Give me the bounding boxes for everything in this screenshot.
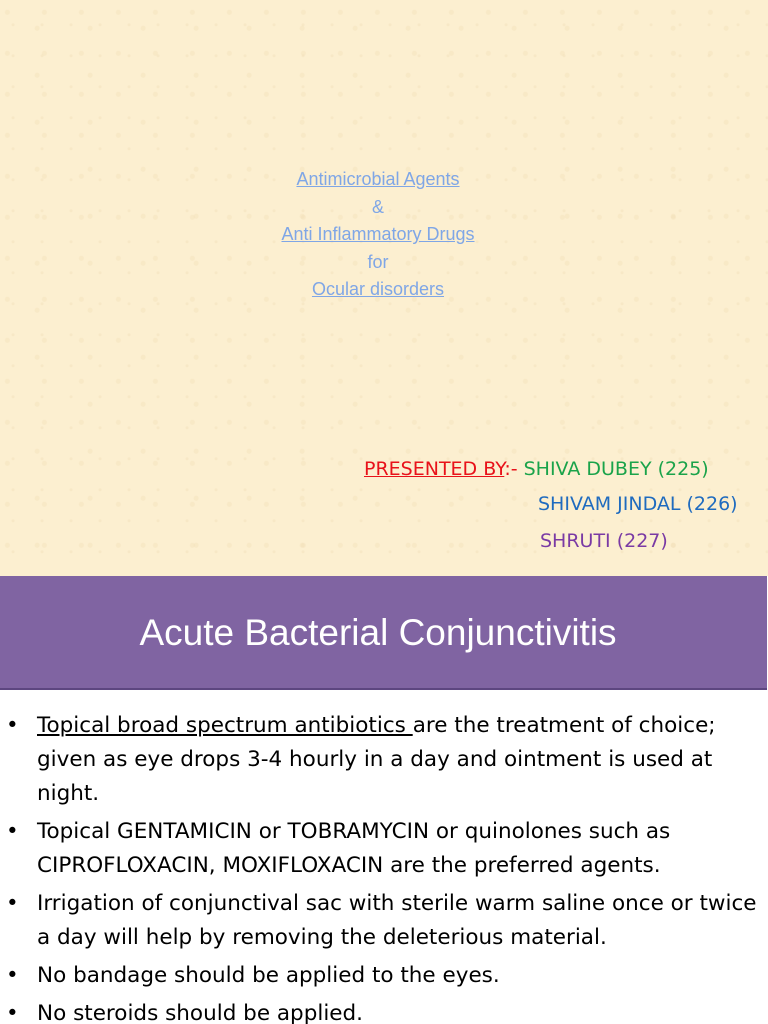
bullet-item <box>0 709 768 811</box>
presented-by-separator: :- <box>504 458 524 480</box>
bullet-icon: • <box>6 891 19 916</box>
bullet-item <box>0 815 768 883</box>
title-line-ampersand: & <box>371 196 384 217</box>
presenter-3: SHRUTI (227) <box>540 530 668 552</box>
bullet-underlined-text: Topical broad spectrum antibiotics <box>37 713 413 738</box>
title-line-for: for <box>367 251 389 272</box>
title-line-ocular: Ocular disorders <box>311 279 445 300</box>
content-slide <box>0 576 768 1024</box>
bullet-icon: • <box>6 963 19 988</box>
bullet-item <box>0 959 768 993</box>
bullet-item <box>0 997 768 1024</box>
bullet-list <box>0 709 768 1024</box>
presentation-title <box>0 166 756 304</box>
bullet-icon: • <box>6 713 19 738</box>
presented-by-line <box>364 455 709 483</box>
bullet-icon: • <box>6 819 19 844</box>
bullet-item <box>0 887 768 955</box>
title-line-anti-inflammatory: Anti Inflammatory Drugs <box>281 224 475 245</box>
bullet-text: No bandage should be applied to the eyes. <box>37 963 500 988</box>
bullet-text: Topical GENTAMICIN or TOBRAMYCIN or quinolones such as CIPROFLOXACIN, MOXIFLOXACIN are the preferred agents. <box>37 819 671 878</box>
bullet-icon: • <box>6 1001 19 1024</box>
bullet-text: Irrigation of conjunctival sac with sterile warm saline once or twice a day will help by removing the deleterious material. <box>37 891 757 950</box>
bullet-text: No steroids should be applied. <box>37 1001 364 1024</box>
slide-heading: Acute Bacterial Conjunctivitis <box>139 612 617 653</box>
title-line-antimicrobial: Antimicrobial Agents <box>296 169 460 189</box>
bullet-text: are the treatment of choice; given as eye drops 3-4 hourly in a day and ointment is used at night. <box>37 713 716 806</box>
presenter-1: SHIVA DUBEY (225) <box>523 458 709 480</box>
presenter-2: SHIVAM JINDAL (226) <box>538 493 738 515</box>
presented-by-label: PRESENTED BY <box>364 458 505 480</box>
